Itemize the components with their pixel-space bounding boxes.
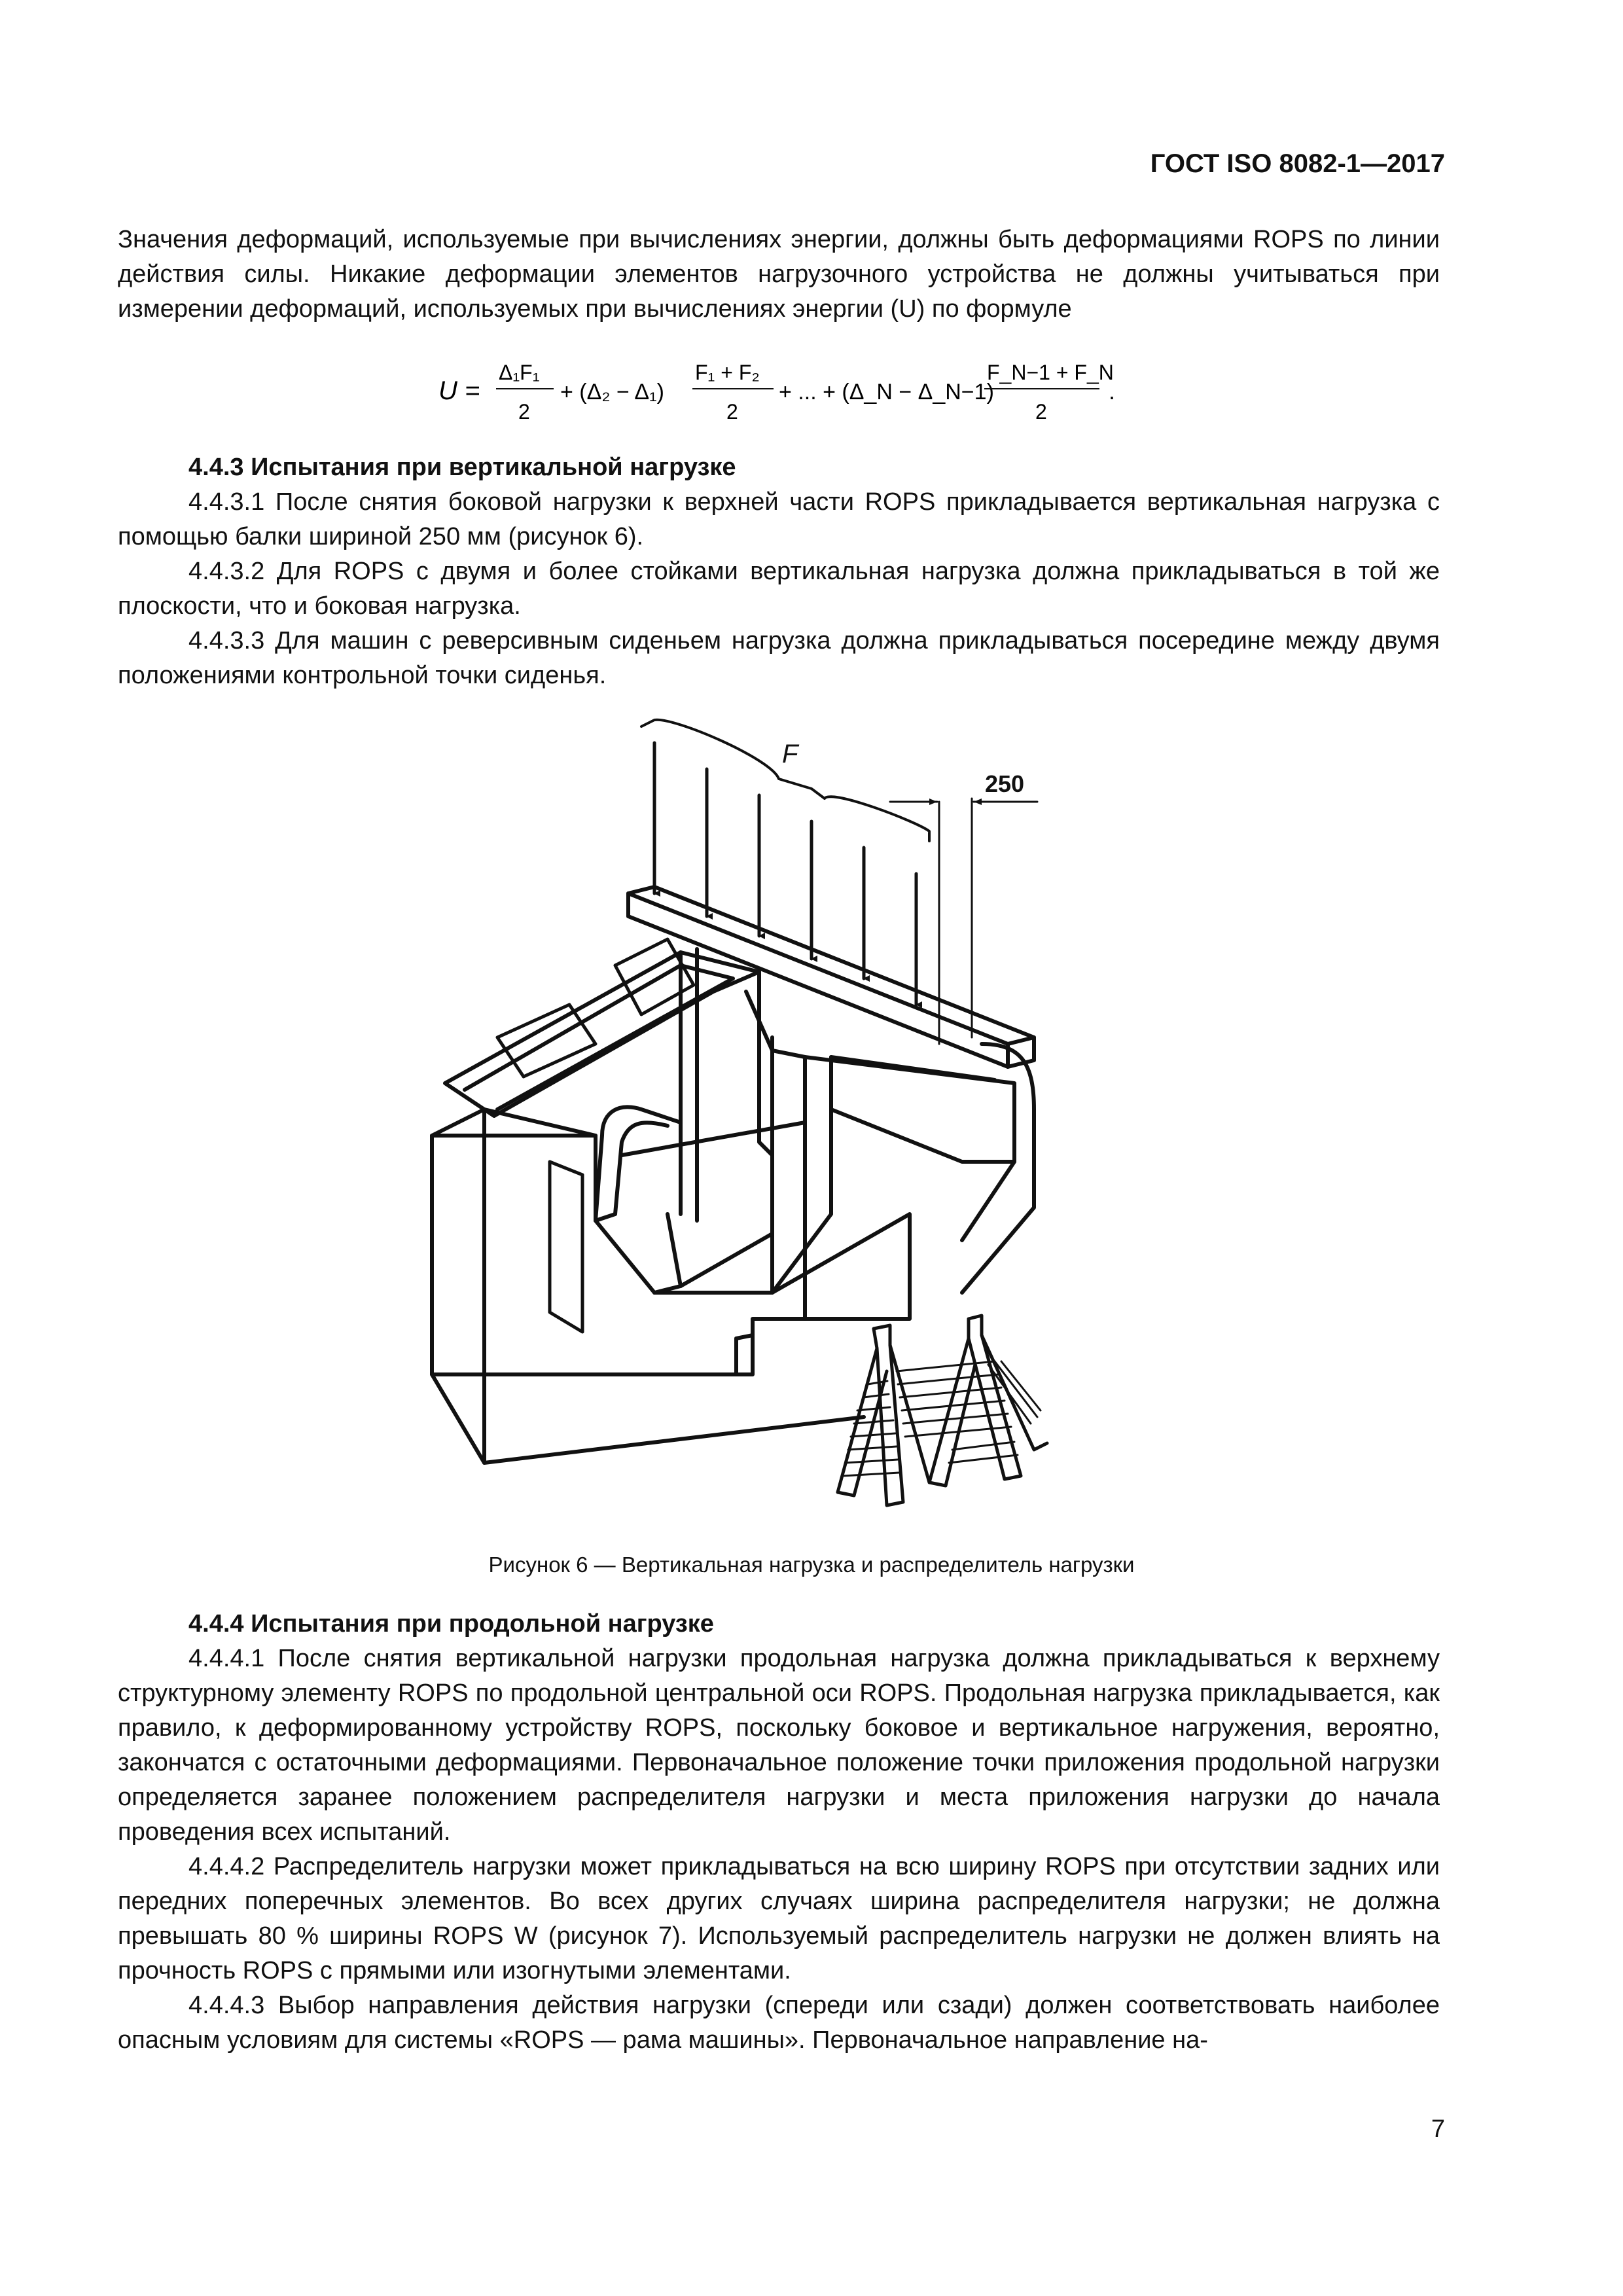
stand-hatching <box>843 1361 1041 1476</box>
clause-4441: 4.4.4.1 После снятия вертикальной нагрузки продольная нагрузка должна прикладываться к верхнему структурному элементу ROPS по продольной центральной оси ROPS. Продольная нагрузка прикладывается, как правило, к деформированному устройству ROPS, поскольку боковое и вертикальное нагружения, вероятно, закончатся с остаточными деформациями. Первоначальное положение точки приложения продольной нагрузки определяется заранее положением распределителя нагрузки и места приложения нагрузки до начала проведения всех испытаний. <box>118 1645 1440 1846</box>
figure-6-caption: Рисунок 6 — Вертикальная нагрузка и распределитель нагрузки <box>488 1552 1135 1577</box>
section-443-heading: 4.4.3 Испытания при вертикальной нагрузке <box>188 454 736 481</box>
intro-paragraph: Значения деформаций, используемые при вычислениях энергии, должны быть деформациями ROPS по линии действия силы. Никакие деформации элементов нагрузочного устройства не должны учитываться при измерении деформаций, используемых при вычислениях энергии (U) по формуле <box>118 226 1440 323</box>
intro-block <box>118 223 1440 327</box>
section-444-heading: 4.4.4 Испытания при продольной нагрузке <box>188 1610 714 1638</box>
rops-frame <box>445 939 1034 1319</box>
formula-term2-paren: + (Δ₂ − Δ₁) <box>560 380 664 404</box>
cab-body <box>432 1109 910 1463</box>
formula-svg <box>438 347 1158 432</box>
formula-term2-denominator: 2 <box>726 400 738 423</box>
formula-term2-numerator: F₁ + F₂ <box>695 361 760 384</box>
formula-term3-denominator: 2 <box>1035 400 1047 423</box>
figure-6-drawing <box>406 717 1191 1541</box>
force-label: F <box>782 740 798 768</box>
formula-term3-paren: + ... + (Δ_N − Δ_N−1) <box>779 380 994 404</box>
width-dimension-label: 250 <box>985 770 1025 797</box>
page-number: 7 <box>1431 2115 1445 2143</box>
clause-4443: 4.4.4.3 Выбор направления действия нагрузки (спереди или сзади) должен соответствовать наиболее опасным условиям для системы «ROPS — рама машины». Первоначальное направление на- <box>118 1992 1440 2054</box>
support-stands <box>838 1316 1047 1505</box>
formula-term3-numerator: F_N−1 + F_N <box>987 361 1114 384</box>
clause-4432: 4.4.3.2 Для ROPS с двумя и более стойками вертикальная нагрузка должна прикладываться в той же плоскости, что и боковая нагрузка. <box>118 558 1440 620</box>
document-id-header: ГОСТ ISO 8082-1—2017 <box>1150 149 1445 178</box>
figure-6 <box>406 717 1191 1541</box>
section-444 <box>118 1607 1440 2058</box>
clause-4431: 4.4.3.1 После снятия боковой нагрузки к верхней части ROPS прикладывается вертикальная нагрузка с помощью балки шириной 250 мм (рисунок 6). <box>118 488 1440 550</box>
section-443 <box>118 450 1440 693</box>
formula-term1-numerator: Δ₁F₁ <box>499 361 540 384</box>
energy-formula <box>438 347 1158 432</box>
formula-term1-denominator: 2 <box>518 400 530 423</box>
formula-lhs: U = <box>438 376 480 405</box>
clause-4433: 4.4.3.3 Для машин с реверсивным сиденьем нагрузка должна прикладываться посередине между двумя положениями контрольной точки сиденья. <box>118 627 1440 689</box>
formula-end: . <box>1109 378 1116 404</box>
clause-4442: 4.4.4.2 Распределитель нагрузки может прикладываться на всю ширину ROPS при отсутствии задних или передних поперечных элементов. Во всех других случаях ширина распределителя нагрузки; не должна превышать 80 % ширины ROPS W (рисунок 7). Используемый распределитель нагрузки не должен влиять на прочность ROPS с прямыми или изогнутыми элементами. <box>118 1853 1440 1984</box>
